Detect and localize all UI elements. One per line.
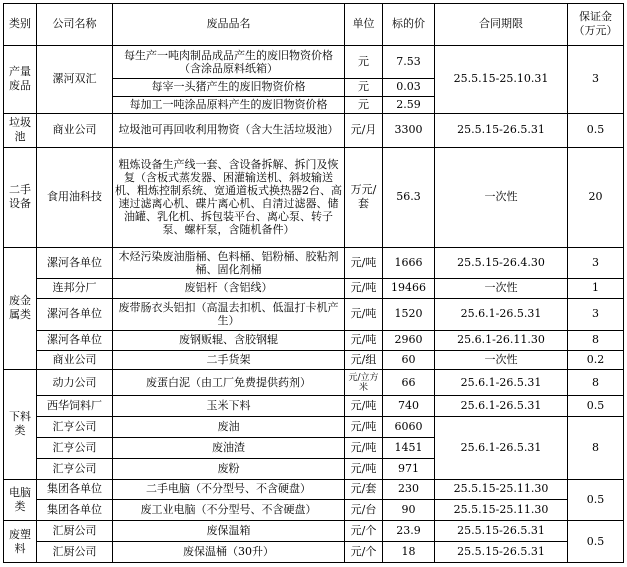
bidding-table [3, 3, 624, 563]
unit-cell: 元/吨 [345, 247, 383, 278]
header-deposit: 保证金 （万元） [568, 4, 624, 46]
item-cell: 二手货架 [113, 350, 345, 370]
deposit-cell: 0.5 [568, 479, 624, 521]
header-category: 类别 [4, 4, 37, 46]
item-cell: 废带肠衣头铝扣（高温去扣机、低温打卡机产生） [113, 298, 345, 330]
item-cell: 粗炼设备生产线一套、含设备拆解、拆门及恢复（含板式蒸发器、困灌输送机、斜坡输送机、粗炼控制系统、宽通道板式换热器2台、高速过滤离心机、碟片离心机、自清过滤器、储油罐、乳化机、拆包装平台、离心泵、转子泵、螺杆泵，含随机备件） [113, 147, 345, 247]
item-cell: 二手电脑（不分型号、不含硬盘） [113, 479, 345, 500]
price-cell: 66 [383, 370, 435, 396]
price-cell: 6060 [383, 417, 435, 438]
deposit-cell: 8 [568, 370, 624, 396]
unit-cell: 元/月 [345, 114, 383, 147]
price-cell: 3300 [383, 114, 435, 147]
company-cell: 商业公司 [37, 350, 113, 370]
item-cell: 每宰一头猪产生的废旧物资价格 [113, 78, 345, 96]
unit-cell: 元 [345, 45, 383, 78]
period-cell: 25.5.15-26.4.30 [435, 247, 568, 278]
price-cell: 0.03 [383, 78, 435, 96]
period-cell: 25.5.15-25.11.30 [435, 500, 568, 521]
category-cell: 废金 属类 [4, 247, 37, 370]
price-cell: 19466 [383, 278, 435, 298]
table-row [4, 479, 624, 500]
period-cell: 一次性 [435, 350, 568, 370]
unit-cell: 元/吨 [345, 458, 383, 479]
table-row [4, 330, 624, 350]
company-cell: 漯河双汇 [37, 45, 113, 114]
item-cell: 每加工一吨涂品原料产生的废旧物资价格 [113, 96, 345, 114]
table-row [4, 298, 624, 330]
category-cell: 垃圾 池 [4, 114, 37, 147]
category-cell: 产量 废品 [4, 45, 37, 114]
company-cell: 商业公司 [37, 114, 113, 147]
unit-cell: 元 [345, 96, 383, 114]
table-row [4, 542, 624, 563]
unit-cell: 元/吨 [345, 437, 383, 458]
item-cell: 废保温箱 [113, 521, 345, 542]
company-cell: 汇厨公司 [37, 521, 113, 542]
company-cell: 漯河各单位 [37, 298, 113, 330]
deposit-cell: 3 [568, 247, 624, 278]
unit-cell: 元/个 [345, 542, 383, 563]
table-row [4, 147, 624, 247]
item-cell: 废钢贩辊、含胶钢辊 [113, 330, 345, 350]
table-row [4, 278, 624, 298]
header-period: 合同期限 [435, 4, 568, 46]
company-cell: 集团各单位 [37, 479, 113, 500]
header-price: 标的价 [383, 4, 435, 46]
header-item: 废品品名 [113, 4, 345, 46]
company-cell: 食用油科技 [37, 147, 113, 247]
item-cell: 木烃污染废油脂桶、色料桶、铝粉桶、胶粘剂桶、固化剂桶 [113, 247, 345, 278]
unit-cell: 元/台 [345, 500, 383, 521]
unit-cell: 元/立方米 [345, 370, 383, 396]
period-cell: 25.5.15-25.10.31 [435, 45, 568, 114]
price-cell: 2.59 [383, 96, 435, 114]
company-cell: 动力公司 [37, 370, 113, 396]
price-cell: 230 [383, 479, 435, 500]
unit-cell: 元/吨 [345, 298, 383, 330]
period-cell: 25.6.1-26.5.31 [435, 396, 568, 417]
table-row [4, 521, 624, 542]
price-cell: 1451 [383, 437, 435, 458]
deposit-cell: 20 [568, 147, 624, 247]
price-cell: 23.9 [383, 521, 435, 542]
company-cell: 汇亨公司 [37, 437, 113, 458]
company-cell: 漯河各单位 [37, 247, 113, 278]
deposit-cell: 1 [568, 278, 624, 298]
period-cell: 25.6.1-26.5.31 [435, 417, 568, 479]
category-cell: 废塑 料 [4, 521, 37, 563]
deposit-cell: 8 [568, 417, 624, 479]
unit-cell: 元/吨 [345, 396, 383, 417]
deposit-cell: 0.5 [568, 396, 624, 417]
unit-cell: 元/组 [345, 350, 383, 370]
header-company: 公司名称 [37, 4, 113, 46]
item-cell: 废蛋白泥（由工厂免费提供药剂） [113, 370, 345, 396]
period-cell: 25.6.1-26.11.30 [435, 330, 568, 350]
deposit-cell: 0.5 [568, 114, 624, 147]
header-unit: 单位 [345, 4, 383, 46]
table-row [4, 114, 624, 147]
company-cell: 集团各单位 [37, 500, 113, 521]
company-cell: 西华饲料厂 [37, 396, 113, 417]
price-cell: 90 [383, 500, 435, 521]
price-cell: 740 [383, 396, 435, 417]
category-cell: 电脑 类 [4, 479, 37, 521]
table-row [4, 45, 624, 78]
category-cell: 二手 设备 [4, 147, 37, 247]
category-cell: 下料 类 [4, 370, 37, 479]
period-cell: 25.5.15-26.5.31 [435, 114, 568, 147]
period-cell: 25.5.15-26.5.31 [435, 542, 568, 563]
deposit-cell: 8 [568, 330, 624, 350]
table-row [4, 417, 624, 438]
item-cell: 废铝杆（含铝线） [113, 278, 345, 298]
price-cell: 1520 [383, 298, 435, 330]
period-cell: 一次性 [435, 147, 568, 247]
deposit-cell: 0.5 [568, 521, 624, 563]
item-cell: 废保温桶（30升） [113, 542, 345, 563]
deposit-cell: 3 [568, 45, 624, 114]
company-cell: 连邦分厂 [37, 278, 113, 298]
table-row [4, 396, 624, 417]
period-cell: 一次性 [435, 278, 568, 298]
price-cell: 971 [383, 458, 435, 479]
item-cell: 废工业电脑（不分型号、不含硬盘） [113, 500, 345, 521]
unit-cell: 元/套 [345, 479, 383, 500]
unit-cell: 万元/套 [345, 147, 383, 247]
deposit-cell: 3 [568, 298, 624, 330]
table-row [4, 500, 624, 521]
company-cell: 漯河各单位 [37, 330, 113, 350]
price-cell: 2960 [383, 330, 435, 350]
unit-cell: 元/吨 [345, 417, 383, 438]
price-cell: 60 [383, 350, 435, 370]
period-cell: 25.6.1-26.5.31 [435, 298, 568, 330]
price-cell: 56.3 [383, 147, 435, 247]
item-cell: 每生产一吨肉制品成品产生的废旧物资价格 （含涂品原料纸箱） [113, 45, 345, 78]
table-row [4, 370, 624, 396]
period-cell: 25.5.15-25.11.30 [435, 479, 568, 500]
price-cell: 18 [383, 542, 435, 563]
item-cell: 废油渣 [113, 437, 345, 458]
item-cell: 废油 [113, 417, 345, 438]
item-cell: 垃圾池可再回收利用物资（含大生活垃圾池） [113, 114, 345, 147]
period-cell: 25.6.1-26.5.31 [435, 370, 568, 396]
company-cell: 汇亨公司 [37, 458, 113, 479]
unit-cell: 元/吨 [345, 330, 383, 350]
unit-cell: 元/吨 [345, 278, 383, 298]
period-cell: 25.5.15-26.5.31 [435, 521, 568, 542]
table-row [4, 247, 624, 278]
price-cell: 1666 [383, 247, 435, 278]
header-row [4, 4, 624, 46]
unit-cell: 元/个 [345, 521, 383, 542]
company-cell: 汇厨公司 [37, 542, 113, 563]
item-cell: 废粉 [113, 458, 345, 479]
deposit-cell: 0.2 [568, 350, 624, 370]
item-cell: 玉米下料 [113, 396, 345, 417]
company-cell: 汇亨公司 [37, 417, 113, 438]
unit-cell: 元 [345, 78, 383, 96]
price-cell: 7.53 [383, 45, 435, 78]
table-row [4, 350, 624, 370]
